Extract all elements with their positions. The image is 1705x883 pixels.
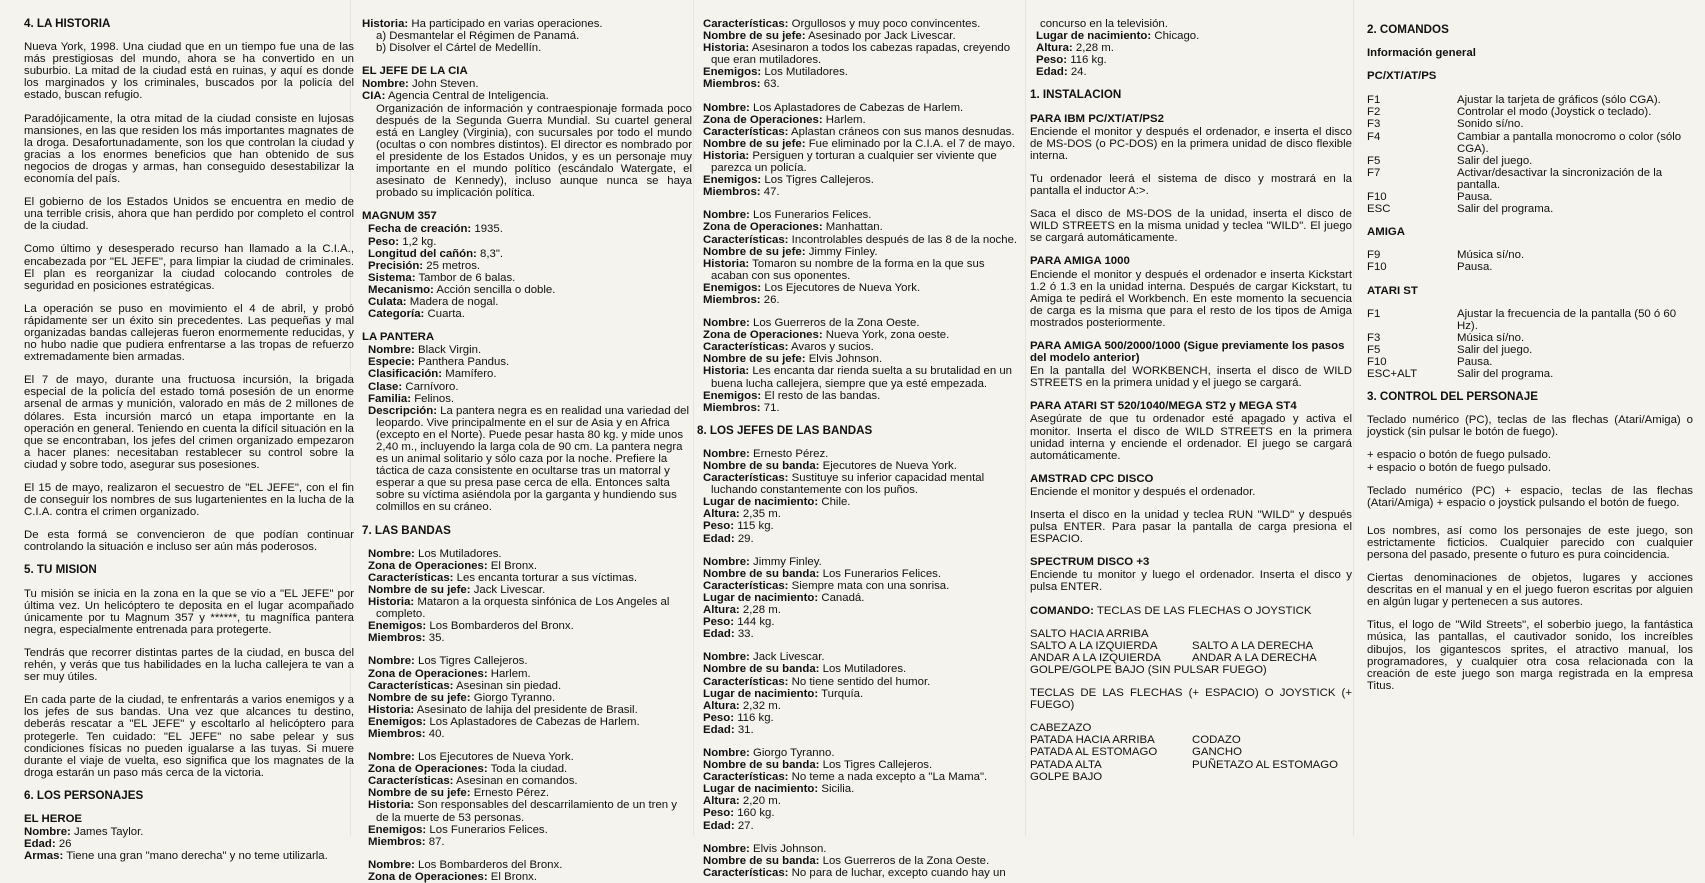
field-row: Lugar de nacimiento: Canadá. [703, 591, 865, 604]
move-label: GOLPE/GOLPE BAJO (SIN PULSAR FUEGO) [1030, 663, 1267, 676]
field-row: Miembros: 35. [368, 632, 445, 645]
field-row: Historia: Asesinato de lahija del presidente de Brasil. [368, 703, 638, 716]
key-action: Música sí/no. [1457, 331, 1525, 344]
field-row: Nombre: Los Ejecutores de Nueva York. [368, 751, 574, 764]
key-action: Salir del programa. [1457, 203, 1554, 216]
move-row [1030, 746, 1352, 758]
field-row: Miembros: 71. [703, 401, 780, 414]
key-action: Controlar el modo (Joystick o teclado). [1457, 106, 1652, 119]
amiga-title: AMIGA [1367, 226, 1405, 239]
field-row: Nombre de su banda: Los Tigres Callejeros. [703, 759, 933, 772]
column-historia [24, 17, 354, 863]
field-row: Enemigos: Los Mutiladores. [703, 66, 848, 79]
paragraph: Enciende el monitor y después el ordenador, e inserta el disco de MS-DOS (o PC-DOS) en la primera unidad de disco flexible interna. [1030, 125, 1352, 162]
paragraph: Tu misión se inicia en la zona en la que se vio a "EL JEFE" por última vez. Un helicóptero te deposita en el lugar acompañado únicamente por tu Magnum 357 y ******, tu magnífica pantera negra, especialmente entrenada para protegerte. [24, 587, 354, 636]
field-row: Edad: 29. [703, 532, 754, 545]
field-row: Historia: Asesinaron a todos los cabezas rapadas, creyendo que eran mutiladores. [703, 42, 1011, 67]
field-row: Características: Incontrolables después de las 8 de la noche. [703, 233, 1018, 246]
section-title-mision: 5. TU MISION [24, 563, 97, 577]
heroe-historia: Historia: Ha participado en varias operaciones. [362, 18, 603, 30]
jefe-nombre: Nombre: John Steven. [362, 78, 479, 91]
move-row [1030, 652, 1352, 664]
field-row: Precisión: 25 metros. [368, 259, 481, 272]
amiga-keys [1367, 249, 1693, 273]
section-title-historia: 4. LA HISTORIA [24, 17, 111, 30]
field-row: Edad: 27. [703, 819, 754, 832]
key-action: Ajustar la tarjeta de gráficos (sólo CGA). [1457, 94, 1661, 107]
move-label: ANDAR A LA IZQUIERDA [1030, 651, 1162, 664]
field-row: Historia: Les encanta dar rienda suelta a su brutalidad en un buena lucha callejera, siempre que ya esté empezada. [703, 365, 1013, 390]
move-label: ANDAR A LA DERECHA [1192, 651, 1317, 664]
field-row: Historia: Mataron a la orquesta sinfónica de Los Angeles al completo. [368, 596, 670, 621]
legal-text [1367, 525, 1693, 692]
amstrad-title: AMSTRAD CPC DISCO [1030, 472, 1154, 485]
field-row: Nombre: Los Funerarios Felices. [703, 209, 872, 222]
field-row: Zona de Operaciones: Harlem. [703, 113, 866, 126]
paragraph: De esta formá se convencieron de que podían continuar controlando la situación e incluso ser aún más poderosos. [24, 529, 354, 554]
paragraph: En cada parte de la ciudad, te enfrentarás a varios enemigos y a los jefes de sus bandas. Una vez que alcances tu destino, deberás rescatar a "EL JEFE" y escoltarlo al helicóptero para protegerle. Ten cuidado: "EL JEFE" no sabe pelear y sus condiciones físicas no pueden igualarse a las tuyas. Si muere durante el viaje de vuelta, eso significa que los magnates de la droga estarán un paso más cerca de la victoria. [24, 694, 354, 779]
paragraph: Los nombres, así como los personajes de este juego, son estrictamente ficticios. Cualquier parecido con cualquier persona del pasado, presente o futuro es pura coincidencia. [1367, 524, 1693, 561]
field-row: Altura: 2,28 m. [1036, 42, 1114, 55]
field-row: Altura: 2,28 m. [703, 604, 781, 617]
field-row: Nombre de su jefe: Jimmy Finley. [703, 245, 878, 258]
field-row: Miembros: 26. [703, 293, 780, 306]
jefe-jimmy [697, 556, 1023, 641]
moves-1 [1030, 628, 1352, 676]
field-row: Nombre de su jefe: Giorgo Tyranno. [368, 691, 556, 704]
atari-title: ATARI ST [1367, 284, 1418, 297]
paragraph: + espacio o botón de fuego pulsado. + espacio o botón de fuego pulsado. [1367, 449, 1551, 474]
field-row: Nombre: Los Aplastadores de Cabezas de Harlem. [703, 101, 964, 114]
field-row: Nombre: Jack Livescar. [703, 651, 825, 664]
field-row: Nombre de su jefe: Elvis Johnson. [703, 353, 883, 366]
move-label: GOLPE BAJO [1030, 770, 1103, 783]
section-title-bandas: 7. LAS BANDAS [362, 523, 451, 537]
page-fold [1353, 0, 1354, 836]
move-label: SALTO A LA IZQUIERDA [1030, 639, 1158, 652]
field-row: Edad: 24. [1036, 66, 1087, 79]
paragraph: Tu ordenador leerá el sistema de disco y mostrará en la pantalla el inductor A:>. [1030, 172, 1352, 198]
field-row: Altura: 2,32 m. [703, 699, 781, 712]
field-row: Nombre: Elvis Johnson. [703, 842, 827, 855]
field-row: Enemigos: Los Bombarderos del Bronx. [368, 620, 574, 633]
atari-install-text: Asegúrate de que tu ordenador esté apagado y activa el monitor. Inserta el disco de WILD STREETS en la primera unidad interna y enciende el ordenador. El juego se cargará automáticamente. [1030, 413, 1352, 462]
key-action: Pausa. [1457, 355, 1493, 368]
amiga1000-title: PARA AMIGA 1000 [1030, 255, 1130, 268]
move-label: SALTO HACIA ARRIBA [1030, 627, 1149, 640]
heroe-title: EL HEROE [24, 812, 83, 825]
paragraph: Nueva York, 1998. Una ciudad que en un tiempo fue una de las más prestigiosas del mundo, ahora se ha convertido en un suburbio. La mitad de la ciudad está en ruinas, y aquí es donde los marginados y los criminales, buscados por la policía del estado, buscan refugio. [24, 41, 354, 102]
move-label: PATADA HACIA ARRIBA [1030, 734, 1155, 747]
field-row: Peso: 160 kg. [703, 807, 775, 820]
field-row: Historia: Persiguen y torturan a cualquier ser viviente que parezca un policía. [703, 149, 997, 175]
banda-aplastadores [697, 102, 1023, 199]
historia-text [24, 41, 354, 553]
spectrum-text: Enciende tu monitor y luego el ordenador. Inserta el disco y pulsa ENTER. [1030, 569, 1352, 594]
jefe-elvis [697, 843, 1023, 879]
amiga500-text: En la pantalla del WORKBENCH, inserta el disco de WILD STREETS en la primera unidad y el juego se cargará. [1030, 365, 1352, 390]
paragraph: Teclado numérico (PC) + espacio, teclas de las flechas (Atari/Amiga) + espacio o joystick pulsando el botón de fuego. [1367, 484, 1693, 509]
key-action: Sonido sí/no. [1457, 118, 1524, 131]
pantera-specs [362, 344, 692, 513]
field-row: Clasificación: Mamífero. [368, 368, 497, 381]
move-label: GANCHO [1192, 746, 1242, 759]
move-label: CABEZAZO [1030, 722, 1092, 735]
key-name: ESC [1367, 203, 1391, 216]
key-name: F4 [1367, 130, 1381, 143]
banda-tigres [362, 655, 692, 740]
key-name: F10 [1367, 355, 1387, 368]
jefe-giorgo [697, 747, 1023, 832]
key-action: Pausa. [1457, 261, 1493, 274]
field-row: Enemigos: Los Tigres Callejeros. [703, 174, 874, 187]
key-name: F3 [1367, 331, 1381, 344]
field-row: Zona de Operaciones: Nueva York, zona oeste. [703, 329, 950, 342]
move-row [1030, 759, 1352, 771]
section-title-control: 3. CONTROL DEL PERSONAJE [1367, 390, 1538, 404]
paragraph: Ciertas denominaciones de objetos, lugares y acciones descritas en el manual y en el juego fueron escritas por alguien en algún lugar y pertenecen a sus autores. [1367, 572, 1693, 609]
field-row: Zona de Operaciones: El Bronx. [368, 870, 538, 883]
banda-mutiladores [362, 548, 692, 645]
info-general-title: Información general [1367, 47, 1476, 60]
key-name: F3 [1367, 118, 1381, 131]
paragraph: Titus, el logo de "Wild Streets", el soberbio juego, la fantástica música, las pantallas, el cautivador sonido, los increíbles dibujos, los gigantescos sprites, el atractivo manual, los programadores, y cualquier otra cosa relacionada con la creación de este juego son marga registrada en la empresa Titus. [1367, 619, 1693, 692]
paragraph: Tendrás que recorrer distintas partes de la ciudad, en busca del rehén, y verás que tus habilidades en la lucha callejera te van a ser muy útiles. [24, 646, 354, 684]
paragraph: Saca el disco de MS-DOS de la unidad, inserta el disco de WILD STREETS en la misma unidad y teclea "WILD". El juego se cargará automáticamente. [1030, 208, 1352, 245]
field-row: Especie: Panthera Pandus. [368, 356, 510, 369]
field-row: Enemigos: Los Funerarios Felices. [368, 823, 548, 836]
field-row: Familia: Felinos. [368, 392, 455, 405]
field-row: Lugar de nacimiento: Chicago. [1036, 30, 1200, 43]
field-row: Descripción: La pantera negra es en realidad una variedad del leopardo. Vive principalmente en el sur de Asia y en Africa (excepto en el Norte). Puede pesar hasta 80 kg. y mide unos 2,40 m., incluyendo la larga cola de 90 cm. La pantera negra es un animal solitario y sólo caza por la noche. Prefiere la táctica de caza consistente en ocultarse tras un matorral y esperar a que su presa pase cerca de ella. Entonces salta sobre su víctima asiéndola por la garganta y hundiendo sus colmillos en su cráneo. [368, 404, 690, 514]
amstrad-text [1030, 486, 1352, 545]
page-fold [693, 0, 694, 836]
field-row: Características: Les encanta torturar a sus víctimas. [368, 571, 638, 584]
key-name: F1 [1367, 307, 1381, 320]
pantera-title: LA PANTERA [362, 331, 435, 344]
field-row: Nombre: Ernesto Pérez. [703, 447, 829, 460]
page-fold [1025, 0, 1026, 836]
field-row: Nombre: Los Bombarderos del Bronx. [368, 858, 563, 871]
paragraph: La operación se puso en movimiento el 4 de abril, y probó rápidamente ser un éxito sin precedentes. Las pequeñas y mal organizadas bandas callejeras fueron enormemente reducidas, y no hubo nadie que pudiera enfrentarse a las tropas de refuerzo extremadamente bien armadas. [24, 302, 354, 364]
field-row: Miembros: 47. [703, 186, 780, 199]
elvis-cont-text: concurso en la televisión. [1040, 18, 1168, 30]
key-action: Ajustar la frecuencia de la pantalla (50 ó 60 Hz). [1457, 307, 1677, 332]
field-row: Enemigos: Los Ejecutores de Nueva York. [703, 281, 921, 294]
paragraph: Paradójicamente, la otra mitad de la ciudad consiste en lujosas mansiones, en las que residen los más importantes magnates de la droga. Desafortunadamente, son los que controlan la ciudad y gracias a los enormes beneficios que han obtenido de sus negocios de drogas y armas, han conseguido desestabilizar la economía del país. [24, 112, 354, 186]
column-bandas [697, 18, 1023, 879]
field-row: Enemigos: Los Aplastadores de Cabezas de Harlem. [368, 715, 640, 728]
pc-title: PC/XT/AT/PS [1367, 70, 1437, 83]
field-row: Categoría: Cuarta. [368, 308, 465, 321]
jefe-cia-title: EL JEFE DE LA CIA [362, 65, 468, 78]
field-row: Miembros: 63. [703, 78, 780, 91]
field-row: Lugar de nacimiento: Sicilia. [703, 783, 855, 796]
key-name: F1 [1367, 94, 1381, 107]
field-row: Zona de Operaciones: Harlem. [368, 667, 531, 680]
mision-text [24, 588, 354, 779]
field-row: Nombre: Jimmy Finley. [703, 555, 822, 568]
field-row: Características: Avaros y sucios. [703, 341, 874, 354]
control-text [1367, 414, 1693, 509]
field-row: Características: Orgullosos y muy poco convincentes. [703, 18, 981, 30]
jefe-ernesto [697, 448, 1023, 545]
key-name: F5 [1367, 154, 1381, 167]
atari-install-title: PARA ATARI ST 520/1040/MEGA ST2 y MEGA ST4 [1030, 400, 1297, 413]
field-row: Zona de Operaciones: El Bronx. [368, 559, 538, 572]
paragraph: Como último y desesperado recurso han llamado a la C.I.A., encabezada por "EL JEFE", para limpiar la ciudad de criminales. El plan es reorganizar la ciudad colocando controles de seguridad en posiciones estratégicas. [24, 243, 354, 292]
paragraph: El 15 de mayo, realizaron el secuestro de "EL JEFE", con el fin de conseguir los nombres de sus lugartenientes en la lucha de la C.I.A. contra el crimen organizado. [24, 482, 354, 519]
field-row: Historia: Tomaron su nombre de la forma en la que sus acaban con sus oponentes. [703, 257, 985, 282]
field-row: Características: No para de luchar, excepto cuando hay un [703, 866, 1006, 879]
field-row: Peso: 116 kg. [1036, 54, 1107, 67]
banda-bombarderos-cont [697, 18, 1023, 91]
field-row: Características: No tiene sentido del humor. [703, 675, 931, 688]
ibm-text [1030, 126, 1352, 245]
field-row: Nombre de su banda: Los Funerarios Felices. [703, 567, 942, 580]
jefe-cia: CIA: Agencia Central de Inteligencia. [362, 90, 549, 103]
paragraph: Inserta el disco en la unidad y teclea RUN "WILD" y después pulsa ENTER. Para pasar la pantalla de carga presiona el ESPACIO. [1030, 509, 1352, 546]
field-row: Zona de Operaciones: Manhattan. [703, 221, 883, 234]
key-name: F10 [1367, 191, 1387, 204]
key-name: F5 [1367, 343, 1381, 356]
field-row: Miembros: 40. [368, 727, 445, 740]
magnum-specs [362, 223, 692, 320]
heroe-edad: Edad: 26 [24, 838, 72, 851]
move-row [1030, 734, 1352, 746]
move-label: SALTO A LA DERECHA [1192, 639, 1314, 652]
field-row: Nombre: Los Tigres Callejeros. [368, 655, 528, 668]
field-row: Características: Sustituye su inferior capacidad mental luchando constantemente con los puños. [703, 472, 985, 497]
amiga1000-text: Enciende el monitor y después el ordenador e inserta Kickstart 1.2 ó 1.3 en la unidad interna. Después de cargar Kickstart, tu Amiga te pedirá el Workbench. En este momento la secuencia de carga es la misma que para el resto de los tipos de Amiga mostrados posteriormente. [1030, 268, 1352, 329]
field-row: Nombre de su banda: Los Mutiladores. [703, 663, 907, 676]
field-row: Peso: 115 kg. [703, 520, 774, 533]
field-row: Nombre de su jefe: Fue eliminado por la C.I.A. el 7 de mayo. [703, 137, 1016, 150]
field-row: Historia: Son responsables del descarrilamiento de un tren y de la muerte de 53 personas. [368, 799, 677, 824]
field-row: Lugar de nacimiento: Chile. [703, 496, 851, 509]
field-row: Características: No teme a nada excepto a "La Mama". [703, 771, 988, 784]
banda-guerreros [697, 317, 1023, 414]
move-label: PATADA AL ESTOMAGO [1030, 746, 1158, 759]
cia-description: Organización de información y contraespionaje formada poco después de la Segunda Guerra Mundial. Su cuartel general está en Langley (Virginia), con sucursales por todo el mundo (ocultas o con nombres distintos). El director es nombrado por el presidente de los Estados Unidos, y es un personaje muy importante en el mundo político (escándalo Watergate, el asesinato de Kennedy), incluso aunque nunca se haya probado su implicación política. [376, 102, 692, 200]
field-row: Enemigos: El resto de las bandas. [703, 389, 881, 402]
field-row: Fecha de creación: 1935. [368, 223, 503, 236]
key-action: Pausa. [1457, 191, 1493, 204]
field-row: Nombre: Black Virgin. [368, 344, 482, 357]
field-row: Características: Asesinan sin piedad. [368, 679, 562, 692]
field-row: Sistema: Tambor de 6 balas. [368, 271, 516, 284]
key-action: Activar/desactivar la sincronización de la pantalla. [1457, 166, 1663, 191]
key-name: F9 [1367, 249, 1381, 262]
field-row: Culata: Madera de nogal. [368, 295, 499, 308]
spectrum-title: SPECTRUM DISCO +3 [1030, 556, 1150, 569]
heroe-nombre: Nombre: James Taylor. [24, 826, 144, 839]
field-row: Peso: 144 kg. [703, 616, 775, 629]
field-row: Nombre de su banda: Ejecutores de Nueva York. [703, 460, 957, 472]
banda-ejecutores [362, 751, 692, 848]
move-row [1030, 640, 1352, 652]
field-row: Nombre de su jefe: Jack Livescar. [368, 583, 546, 596]
paragraph: Enciende el monitor y después el ordenador. [1030, 485, 1256, 498]
field-row: Mecanismo: Acción sencilla o doble. [368, 283, 556, 296]
field-row: Nombre de su jefe: Asesinado por Jack Livescar. [703, 30, 956, 43]
column-comandos [1367, 18, 1693, 830]
field-row: Altura: 2,20 m. [703, 795, 781, 808]
field-row: Nombre de su banda: Los Guerreros de la Zona Oeste. [703, 854, 990, 867]
move-label: PUÑETAZO AL ESTOMAGO [1192, 758, 1338, 771]
paragraph: El 7 de mayo, durante una fructuosa incursión, la brigada especial de la policía del estado tomá posesión de un enorme arsenal de armas y munición, valorado en más de 2 millones de dólares. Esta incursión marcó un etapa importante en la operación en general. Teniendo en cuenta la difícil situación en la que se encontraban, los jefes del crimen organizado empezaron a hacer planes: necesitaban restablecer su control sobre la ciudad y sobre todo, asegurar sus posesiones. [24, 374, 354, 471]
section-title-comandos: 2. COMANDOS [1367, 23, 1449, 36]
jefe-jack [697, 651, 1023, 736]
key-name: ESC+ALT [1367, 368, 1418, 381]
paragraph: Teclado numérico (PC), teclas de las flechas (Atari/Amiga) o joystick (sin pulsar le botón de fuego). [1367, 414, 1693, 439]
field-row: Lugar de nacimiento: Turquía. [703, 687, 864, 700]
move-label: PATADA ALTA [1030, 758, 1102, 771]
amiga500-title: PARA AMIGA 500/2000/1000 (Sigue previamente los pasos del modelo anterior) [1030, 339, 1345, 365]
field-row: Nombre de su jefe: Ernesto Pérez. [368, 787, 550, 800]
banda-funerarios [697, 209, 1023, 306]
column-personajes [362, 18, 692, 883]
field-row: Nombre: Los Guerreros de la Zona Oeste. [703, 317, 920, 330]
field-row: Peso: 1,2 kg. [368, 235, 437, 248]
field-row: Características: Siempre mata con una sonrisa. [703, 579, 950, 592]
key-action: Salir del juego. [1457, 343, 1533, 356]
banda-bombarderos [362, 859, 692, 883]
column-instalacion [1030, 18, 1352, 830]
field-row: Edad: 33. [703, 628, 754, 641]
key-action: Salir del programa. [1457, 368, 1554, 381]
section-title-personajes: 6. LOS PERSONAJES [24, 788, 144, 802]
key-name: F7 [1367, 166, 1381, 179]
key-action: Cambiar a pantalla monocromo o color (sólo CGA). [1457, 130, 1682, 155]
comando-line: COMANDO: TECLAS DE LAS FLECHAS O JOYSTICK [1030, 604, 1312, 617]
field-row: Características: Aplastan cráneos con sus manos desnudas. [703, 125, 1015, 138]
magnum-title: MAGNUM 357 [362, 210, 437, 223]
field-row: Clase: Carnívoro. [368, 380, 459, 393]
field-row: Características: Asesinan en comandos. [368, 775, 578, 788]
heroe-armas: Armas: Tiene una gran "mano derecha" y no teme utilizarla. [24, 850, 328, 863]
field-row: Miembros: 87. [368, 835, 445, 848]
key-action: Música sí/no. [1457, 249, 1525, 262]
teclas-fuego: TECLAS DE LAS FLECHAS (+ ESPACIO) O JOYSTICK (+ FUEGO) [1030, 687, 1352, 712]
field-row: Longitud del cañón: 8,3". [368, 247, 504, 260]
field-row: Nombre: Giorgo Tyranno. [703, 746, 835, 759]
historia-item-a: a) Desmantelar el Régimen de Panamá. [376, 30, 580, 43]
key-name: F10 [1367, 261, 1387, 274]
atari-keys [1367, 308, 1693, 381]
key-action: Salir del juego. [1457, 154, 1533, 167]
pc-keys [1367, 94, 1693, 215]
move-label: CODAZO [1192, 734, 1241, 747]
field-row: Altura: 2,35 m. [703, 508, 781, 521]
field-row: Zona de Operaciones: Toda la ciudad. [368, 763, 568, 776]
historia-item-b: b) Disolver el Cártel de Medellín. [376, 42, 542, 55]
key-name: F2 [1367, 106, 1381, 119]
field-row: Nombre: Los Mutiladores. [368, 547, 502, 560]
ibm-title: PARA IBM PC/XT/AT/PS2 [1030, 112, 1164, 125]
moves-2 [1030, 722, 1352, 782]
paragraph: El gobierno de los Estados Unidos se encuentra en medio de una terrible crisis, ahora que han perdido por completo el control de la ciudad. [24, 196, 354, 233]
section-title-instalacion: 1. INSTALACION [1030, 88, 1122, 102]
field-row: Edad: 31. [703, 723, 754, 736]
elvis-cont [1030, 30, 1352, 78]
section-title-jefes: 8. LOS JEFES DE LAS BANDAS [697, 423, 873, 437]
field-row: Peso: 116 kg. [703, 711, 774, 724]
